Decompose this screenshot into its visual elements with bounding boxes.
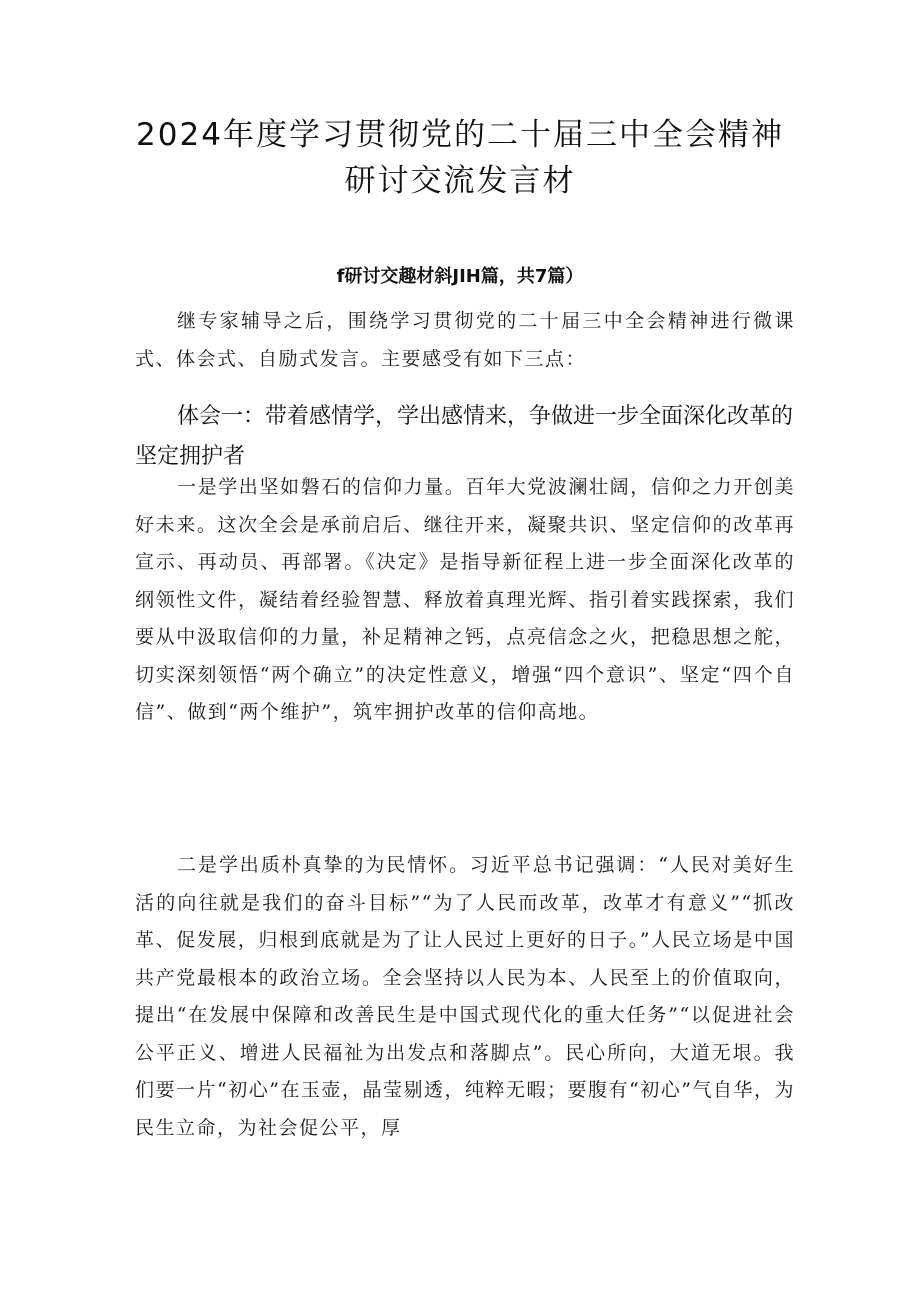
body-paragraph-2: 二是学出质朴真挚的为民情怀。习近平总书记强调：“人民对美好生活的向往就是我们的奋斗目标”“为了人民而改革，改革才有意义”“抓改革、促发展，归根到底就是为了让人民过上更好的日子。”人民立场是中国共产党最根本的政治立场。全会坚持以人民为本、人民至上的价值取向，提出“在发展中保障和改善民生是中国式现代化的重大任务”“以促进社会公平正义、增进人民福祉为出发点和落脚点”。民心所向，大道无垠。我们要一片“初心”在玉壶，晶莹剔透，纯粹无暇；要腹有“初心”气自华，为民生立命，为社会促公平，厚 — [135, 854, 795, 1139]
document-title: 2024年度学习贯彻党的二十届三中全会精神研讨交流发言材 — [136, 117, 784, 199]
section-heading-1: 体会一：带着感情学，学出感情来，争做进一步全面深化改革的坚定拥护者 — [135, 404, 794, 469]
document-subtitle: f研讨交趣材斜JIH篇，共7篇） — [336, 266, 584, 287]
intro-paragraph: 继专家辅导之后，围绕学习贯彻党的二十届三中全会精神进行微课式、体会式、自励式发言。主要感受有如下三点： — [135, 310, 795, 370]
body-paragraph-1: 一是学出坚如磐石的信仰力量。百年大党波澜壮阔，信仰之力开创美好未来。这次全会是承前启后、继往开来，凝聚共识、坚定信仰的改革再宣示、再动员、再部署。《决定》是指导新征程上进一步全面深化改革的纲领性文件，凝结着经验智慧、释放着真理光辉、指引着实践探索，我们要从中汲取信仰的力量，补足精神之钙，点亮信念之火，把稳思想之舵，切实深刻领悟“两个确立”的决定性意义，增强“四个意识”、坚定“四个自信”、做到“两个维护”，筑牢拥护改革的信仰高地。 — [135, 476, 795, 723]
